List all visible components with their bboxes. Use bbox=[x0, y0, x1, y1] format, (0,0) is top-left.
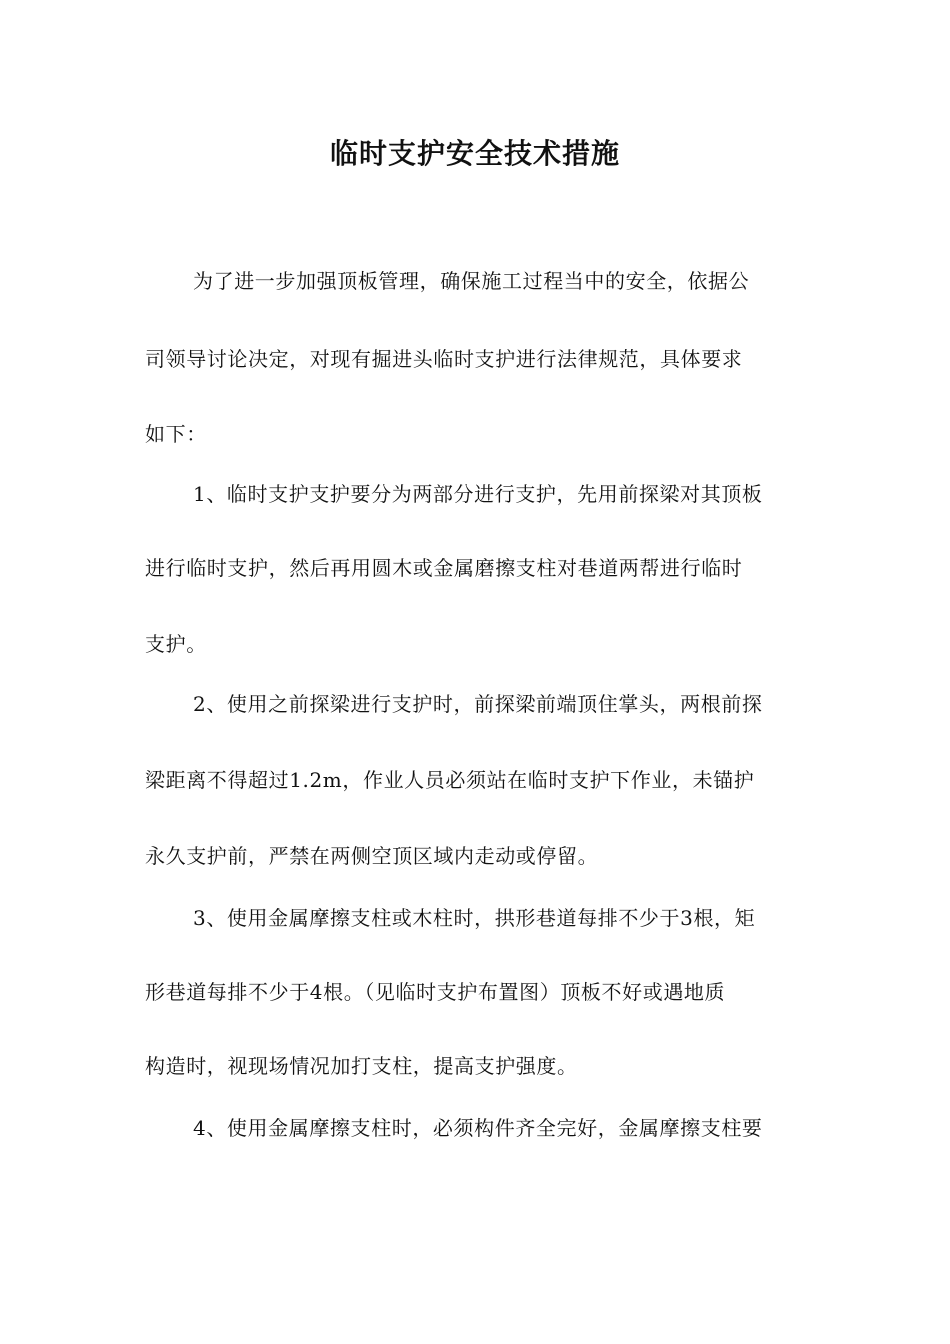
paragraph-line: 梁距离不得超过1.2m，作业人员必须站在临时支护下作业，未锚护 bbox=[145, 768, 755, 792]
paragraph-line: 支护。 bbox=[145, 632, 207, 656]
document-title: 临时支护安全技术措施 bbox=[329, 137, 620, 170]
paragraph-line: 永久支护前，严禁在两侧空顶区域内走动或停留。 bbox=[145, 844, 599, 868]
paragraph-line: 如下： bbox=[145, 422, 207, 446]
paragraph-line: 1、临时支护支护要分为两部分进行支护，先用前探梁对其顶板 bbox=[193, 482, 763, 506]
paragraph-line: 3、使用金属摩擦支柱或木柱时，拱形巷道每排不少于3根，矩 bbox=[193, 906, 756, 930]
paragraph-line: 构造时，视现场情况加打支柱，提高支护强度。 bbox=[145, 1054, 578, 1078]
paragraph-line: 司领导讨论决定，对现有掘进头临时支护进行法律规范，具体要求 bbox=[145, 347, 743, 371]
paragraph-line: 形巷道每排不少于4根。（见临时支护布置图）顶板不好或遇地质 bbox=[145, 980, 726, 1004]
paragraph-line: 进行临时支护，然后再用圆木或金属磨擦支柱对巷道两帮进行临时 bbox=[145, 556, 743, 580]
paragraph-line: 为了进一步加强顶板管理，确保施工过程当中的安全，依据公 bbox=[193, 269, 750, 293]
paragraph-line: 4、使用金属摩擦支柱时，必须构件齐全完好，金属摩擦支柱要 bbox=[193, 1116, 763, 1140]
paragraph-line: 2、使用之前探梁进行支护时，前探梁前端顶住掌头，两根前探 bbox=[193, 692, 763, 716]
